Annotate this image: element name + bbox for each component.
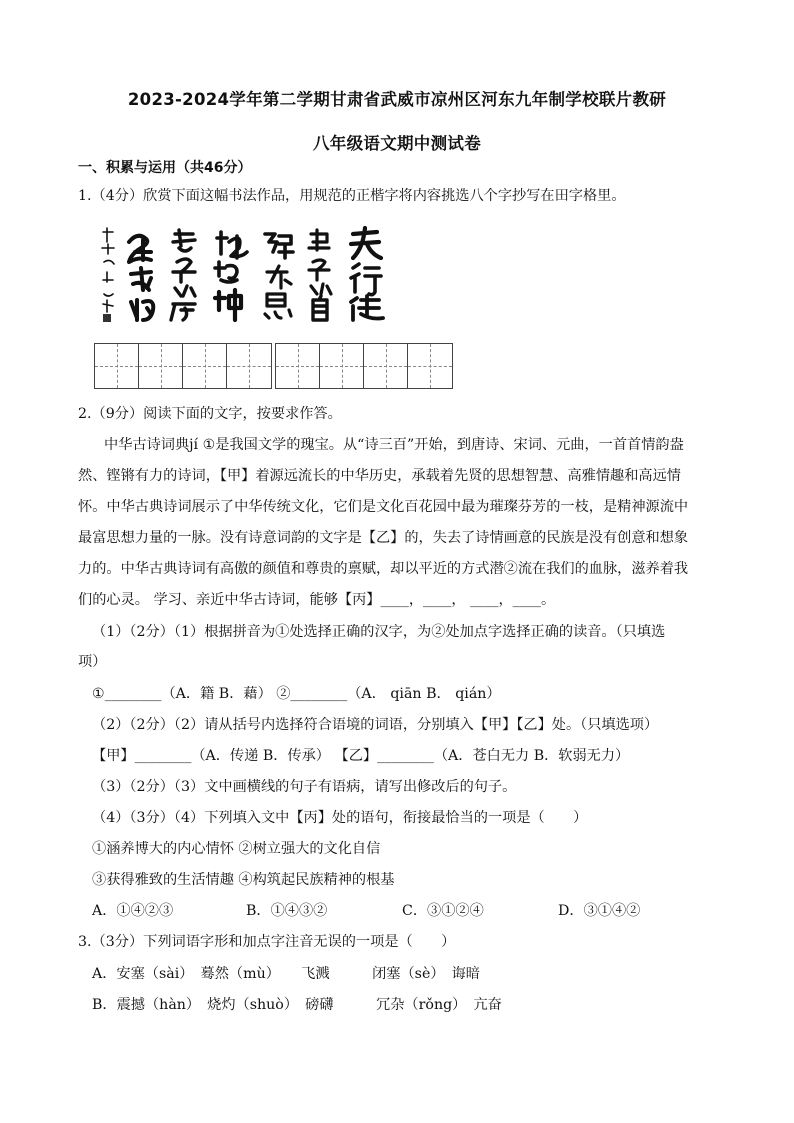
choice-a[interactable]: A．①④②③: [92, 903, 174, 919]
tianzige-cell[interactable]: [408, 344, 452, 388]
passage-line-6: 们的心灵。 学习、亲近中华古诗词，能够【丙】____，____， ____，____。: [78, 592, 556, 608]
exam-subtitle: 八年级语文期中测试卷: [313, 134, 481, 153]
passage-line-4: 最富思想力量的一脉。没有诗意词韵的文字是【乙】的，失去了诗情画意的民族是没有创意和想象: [78, 530, 689, 546]
passage-line-3: 怀。中华古典诗词展示了中华传统文化，它们是文化百花园中最为璀璨芬芳的一枝，是精神源流中: [78, 499, 689, 515]
question-3-text: 3.（3分）下列词语字形和加点字注音无误的一项是（ ）: [78, 934, 456, 950]
subquestion-2-answers: 【甲】________（A．传递 B．传承） 【乙】________（A．苍白无力 B．软弱无力）: [92, 748, 630, 764]
tianzige-cell[interactable]: [364, 344, 408, 388]
q3-option-a[interactable]: A．安塞（sài） 蓦然（mù） 飞溅 闭塞（sè） 诲暗: [92, 966, 480, 982]
tianzige-cell[interactable]: [227, 344, 271, 388]
choice-b[interactable]: B．①④③②: [246, 903, 328, 919]
question-1-text: 1.（4分）欣赏下面这幅书法作品，用规范的正楷字将内容挑选八个字抄写在田字格里。: [78, 188, 626, 204]
tianzige-cell[interactable]: [276, 344, 320, 388]
choice-d[interactable]: D．③①④②: [558, 903, 641, 919]
subquestion-4-options-2: ③获得雅致的生活情趣 ④构筑起民族精神的根基: [92, 872, 395, 888]
exam-title: 2023-2024学年第二学期甘肃省武威市凉州区河东九年制学校联片教研: [127, 90, 667, 109]
tianzige-grid: [94, 343, 456, 389]
tianzige-group-left: [94, 343, 272, 389]
subquestion-2: （2）（2分）（2）请从括号内选择符合语境的词语，分别填入【甲】【乙】处。（只填选项）: [92, 717, 659, 733]
choice-c[interactable]: C．③①②④: [402, 903, 484, 919]
tianzige-cell[interactable]: [320, 344, 364, 388]
tianzige-group-right: [275, 343, 453, 389]
subquestion-3: （3）（2分）（3）文中画横线的句子有语病，请写出修改后的句子。: [92, 779, 517, 795]
subquestion-1-cont: 项）: [78, 654, 107, 670]
passage-line-5: 力的。中华古典诗词有高傲的颜值和尊贵的禀赋，却以平近的方式潜②流在我们的血脉，滋养着我: [78, 561, 689, 577]
subquestion-4: （4）（3分）（4）下列填入文中【丙】处的语句，衔接最恰当的一项是（ ）: [92, 810, 588, 826]
question-2-text: 2.（9分）阅读下面的文字，按要求作答。: [78, 406, 342, 422]
subquestion-1: （1）（2分）（1）根据拼音为①处选择正确的汉字，为②处加点字选择正确的读音。（只填选: [92, 624, 666, 640]
calligraphy-artwork: [95, 222, 405, 326]
subquestion-1-answers: ①________（A．籍 B．藉） ②________（A． qiān B． qián）: [92, 686, 501, 702]
passage-line-1: 中华古诗词典jí ①是我国文学的瑰宝。从“诗三百”开始，到唐诗、宋词、元曲，一首首情韵盎: [104, 437, 684, 453]
subquestion-4-options-1: ①涵养博大的内心情怀 ②树立强大的文化自信: [92, 841, 381, 857]
passage-line-2: 然、铿锵有力的诗词，【甲】着源远流长的中华历史，承载着先贤的思想智慧、高雅情趣和高远情: [78, 468, 681, 484]
tianzige-cell[interactable]: [139, 344, 183, 388]
q3-option-b[interactable]: B．震撼（hàn） 烧灼（shuò） 磅礴 冗杂（rǒng） 亢奋: [92, 997, 502, 1013]
tianzige-cell[interactable]: [183, 344, 227, 388]
tianzige-cell[interactable]: [95, 344, 139, 388]
section-heading: 一、积累与运用（共46分）: [78, 160, 252, 176]
